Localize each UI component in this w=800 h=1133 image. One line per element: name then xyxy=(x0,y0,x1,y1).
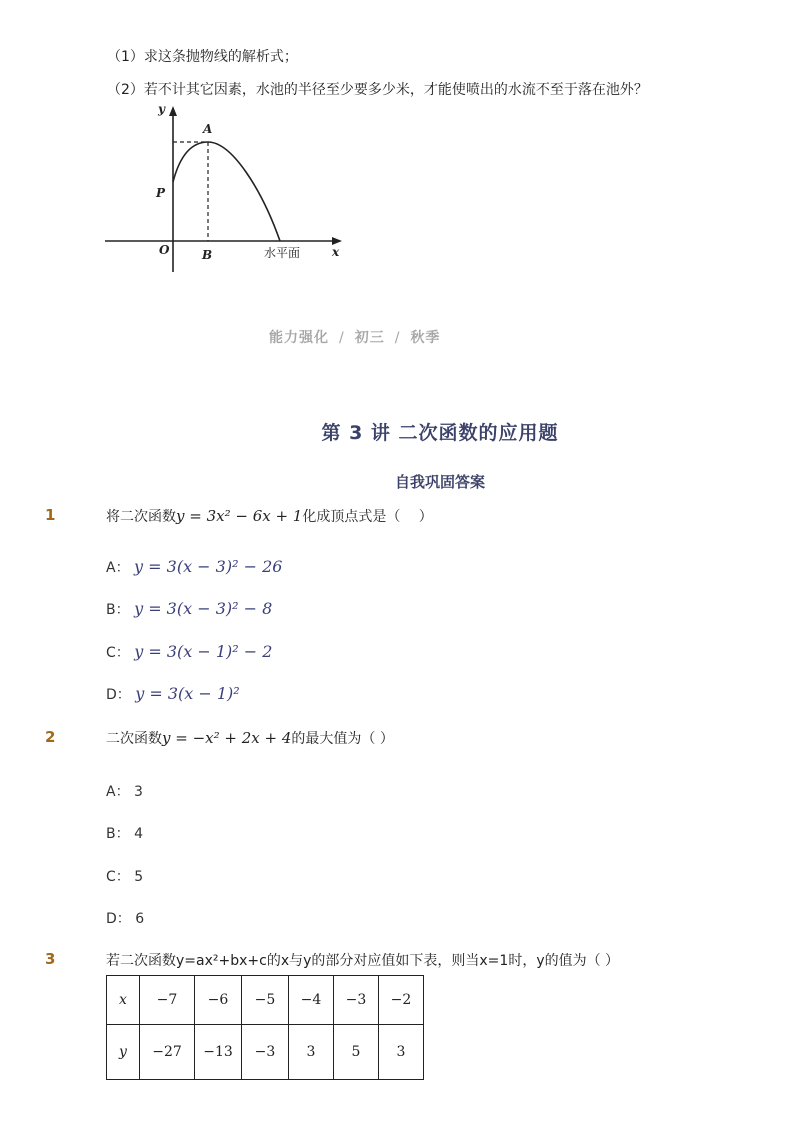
question-stem-prefix: 将二次函数 xyxy=(106,509,176,525)
origin-label: O xyxy=(159,243,170,257)
option-label: A： xyxy=(106,560,130,576)
option-d[interactable] xyxy=(106,684,240,704)
parabola-curve xyxy=(173,142,280,241)
question-stem xyxy=(106,506,433,526)
option-c[interactable] xyxy=(106,866,143,886)
value-table xyxy=(106,975,424,1080)
option-text: y = 3(x − 3)² − 26 xyxy=(134,557,283,576)
point-b-label: B xyxy=(202,248,213,262)
breadcrumb-item: 能力强化 xyxy=(269,330,329,346)
question-stem-suffix: 的最大值为（ ） xyxy=(291,731,394,747)
option-text: 6 xyxy=(135,911,145,927)
question-number: 2 xyxy=(45,728,56,746)
question-stem-prefix: 二次函数 xyxy=(106,731,162,747)
x-axis-arrow xyxy=(332,237,342,245)
breadcrumb xyxy=(269,327,440,347)
question-stem xyxy=(106,728,394,748)
option-a[interactable] xyxy=(106,557,282,577)
table-row xyxy=(107,976,424,1025)
water-surface-label: 水平面 xyxy=(264,246,301,260)
table-header-cell: y xyxy=(107,1025,140,1080)
question-number: 3 xyxy=(45,950,56,968)
y-axis-arrow xyxy=(169,106,177,116)
breadcrumb-separator: / xyxy=(394,330,401,346)
table-cell: −3 xyxy=(334,976,379,1025)
table-row xyxy=(107,1025,424,1080)
problem-part-1: （1）求这条抛物线的解析式； xyxy=(107,49,298,65)
table-header-cell: x xyxy=(107,976,140,1025)
table-cell: −4 xyxy=(289,976,334,1025)
option-c[interactable] xyxy=(106,642,272,662)
parabola-graph xyxy=(100,100,360,280)
option-label: B： xyxy=(106,826,130,842)
option-label: C： xyxy=(106,869,130,885)
option-d[interactable] xyxy=(106,908,144,928)
table-cell: −27 xyxy=(140,1025,195,1080)
question-expression: y = −x² + 2x + 4 xyxy=(162,729,292,747)
option-label: D： xyxy=(106,687,131,703)
table-cell: 3 xyxy=(379,1025,424,1080)
x-axis-label: x xyxy=(332,245,340,259)
option-text: y = 3(x − 3)² − 8 xyxy=(134,599,273,618)
table-cell: −13 xyxy=(195,1025,242,1080)
option-b[interactable] xyxy=(106,823,143,843)
point-p-label: P xyxy=(156,186,166,200)
table-cell: 3 xyxy=(289,1025,334,1080)
table-cell: −3 xyxy=(242,1025,289,1080)
option-label: A： xyxy=(106,784,130,800)
point-a-label: A xyxy=(203,122,213,136)
option-text: 3 xyxy=(134,784,143,800)
question-stem: 若二次函数y=ax²+bx+c的x与y的部分对应值如下表，则当x=1时，y的值为（ ） xyxy=(106,953,620,969)
table-cell: −7 xyxy=(140,976,195,1025)
option-label: B： xyxy=(106,602,130,618)
question-expression: y = 3x² − 6x + 1 xyxy=(176,507,303,525)
problem-part-2: （2）若不计其它因素，水池的半径至少要多少米，才能使喷出的水流不至于落在池外？ xyxy=(107,82,648,98)
lecture-title: 第 3 讲 二次函数的应用题 xyxy=(321,422,559,444)
table-cell: 5 xyxy=(334,1025,379,1080)
question-number: 1 xyxy=(45,506,56,524)
breadcrumb-item: 秋季 xyxy=(410,330,441,346)
option-text: y = 3(x − 1)² − 2 xyxy=(134,642,273,661)
question-stem-suffix: 化成顶点式是（ ） xyxy=(302,509,433,525)
table-cell: −5 xyxy=(242,976,289,1025)
breadcrumb-separator: / xyxy=(339,330,345,346)
table-cell: −2 xyxy=(379,976,424,1025)
option-label: C： xyxy=(106,645,130,661)
breadcrumb-item: 初三 xyxy=(354,330,385,346)
option-b[interactable] xyxy=(106,599,272,619)
table-cell: −6 xyxy=(195,976,242,1025)
option-text: 4 xyxy=(134,826,143,842)
section-title: 自我巩固答案 xyxy=(394,473,485,491)
y-axis-label: y xyxy=(158,102,165,116)
option-text: 5 xyxy=(134,869,144,885)
option-a[interactable] xyxy=(106,781,143,801)
option-text: y = 3(x − 1)² xyxy=(135,684,240,703)
option-label: D： xyxy=(106,911,131,927)
